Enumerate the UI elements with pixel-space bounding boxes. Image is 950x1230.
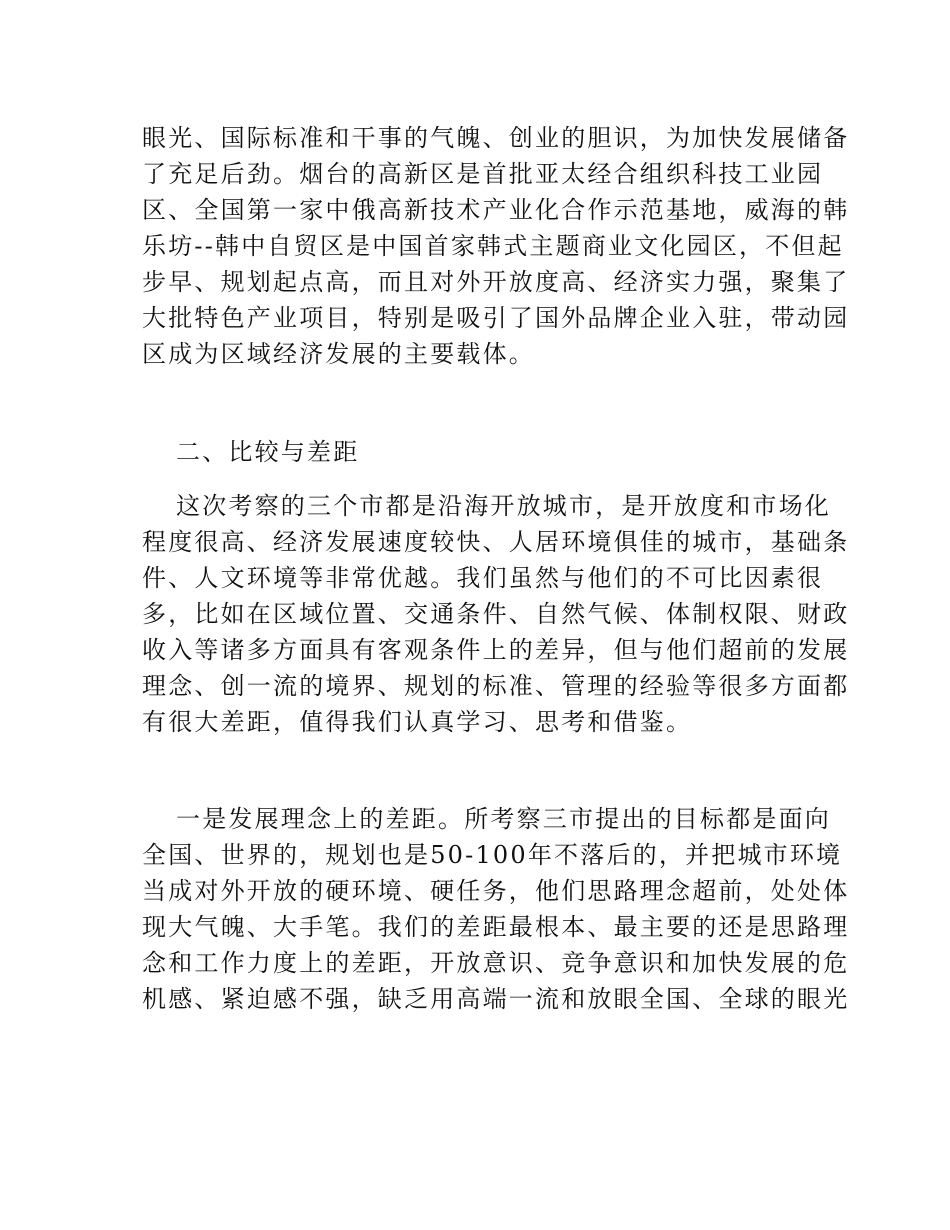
text-line: 一是发展理念上的差距。所考察三市提出的目标都是面向 [176, 805, 831, 833]
text-line: 大批特色产业项目，特别是吸引了国外品牌企业入驻，带动园 [142, 304, 850, 332]
text-line: 乐坊--韩中自贸区是中国首家韩式主题商业文化园区，不但起 [142, 232, 844, 260]
text-line: 念和工作力度上的差距，开放意识、竞争意识和加快发展的危 [142, 949, 850, 977]
text-line: 当成对外开放的硬环境、硬任务，他们思路理念超前，处处体 [142, 877, 850, 905]
text-line: 区、全国第一家中俄高新技术产业化合作示范基地，威海的韩 [142, 196, 850, 224]
text-line: 区成为区域经济发展的主要载体。 [142, 340, 535, 368]
text-line: 了充足后劲。烟台的高新区是首批亚太经合组织科技工业园 [142, 160, 824, 188]
text-line: 件、人文环境等非常优越。我们虽然与他们的不可比因素很 [142, 564, 824, 592]
text-line: 眼光、国际标准和干事的气魄、创业的胆识，为加快发展储备 [142, 124, 850, 152]
text-line: 这次考察的三个市都是沿海开放城市，是开放度和市场化 [176, 492, 831, 520]
paragraph-1 [142, 120, 850, 372]
section-heading-text: 二、比较与差距 [176, 438, 360, 466]
paragraph-2 [142, 488, 850, 740]
text-line: 程度很高、经济发展速度较快、人居环境俱佳的城市，基础条 [142, 528, 850, 556]
text-line: 多，比如在区域位置、交通条件、自然气候、体制权限、财政 [142, 600, 850, 628]
text-line: 收入等诸多方面具有客观条件上的差异，但与他们超前的发展 [142, 636, 850, 664]
paragraph-3 [142, 801, 850, 1017]
text-line: 理念、创一流的境界、规划的标准、管理的经验等很多方面都 [142, 672, 850, 700]
section-heading [142, 434, 810, 470]
text-line: 有很大差距，值得我们认真学习、思考和借鉴。 [142, 708, 693, 736]
text-line: 现大气魄、大手笔。我们的差距最根本、最主要的还是思路理 [142, 913, 850, 941]
text-line: 机感、紧迫感不强，缺乏用高端一流和放眼全国、全球的眼光 [142, 985, 850, 1013]
text-line: 全国、世界的，规划也是50-100年不落后的，并把城市环境 [142, 841, 843, 869]
text-line: 步早、规划起点高，而且对外开放度高、经济实力强，聚集了 [142, 268, 850, 296]
